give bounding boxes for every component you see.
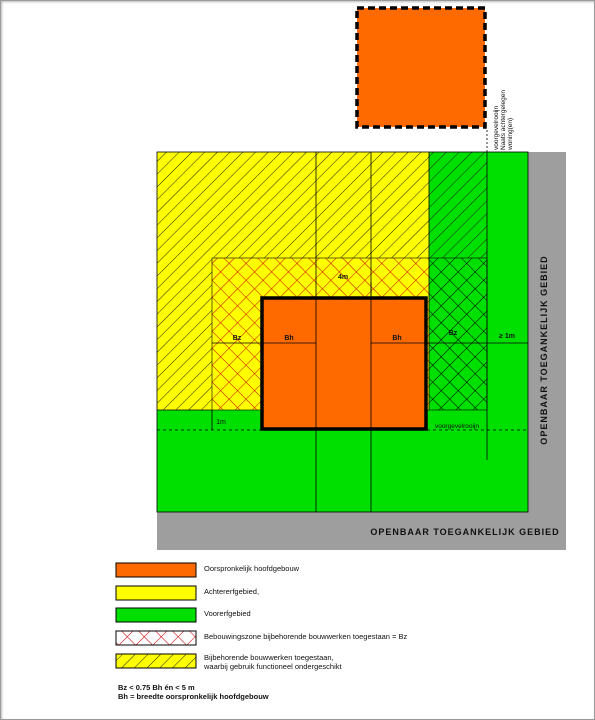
legend-label: Bebouwingszone bijbehorende bouwwerken toegestaan = Bz: [204, 632, 408, 641]
rear-building-line-label: [493, 90, 514, 151]
bh-right-label: Bh: [392, 335, 402, 342]
main-building: [262, 298, 426, 429]
rotated-label-3: woning(en): [507, 117, 514, 150]
rotated-label-2: Naats achtergelegen: [500, 90, 507, 150]
public-area-bottom-label: OPENBAAR TOEGANKELIJK GEBIED: [370, 527, 560, 537]
formula-line-1: Bz < 0.75 Bh én < 5 m: [118, 683, 195, 692]
legend-swatch-diagonal: [116, 654, 196, 668]
front-facade-label: voorgevelrooijn: [434, 423, 480, 430]
legend-label-line1: Bijbehorende bouwwerken toegestaan,: [204, 653, 334, 662]
legend-swatch-green: [116, 608, 196, 622]
legend-swatch-crosshatch: [116, 631, 196, 645]
bz-left-label: Bz: [232, 335, 242, 342]
formula-line-2: Bh = breedte oorspronkelijk hoofdgebouw: [118, 692, 269, 701]
rear-neighbour-building: [357, 8, 485, 127]
ge-1m-label: ≥ 1m: [499, 333, 515, 340]
legend-swatch-orange: [116, 563, 196, 577]
bz-right-label: Bz: [448, 330, 458, 337]
rotated-label-1: voorgevelrooijn: [493, 105, 500, 150]
legend-label: Achtererfgebied,: [204, 587, 260, 596]
legend-label-line2: waarbij gebruik functioneel ondergeschikt: [204, 662, 342, 671]
bh-left-label: Bh: [284, 335, 294, 342]
legend-label: Voorerfgebied: [204, 609, 251, 618]
four-m-label: 4m: [337, 274, 349, 281]
building-zone-right: [429, 258, 487, 410]
one-m-label: 1m: [216, 419, 226, 426]
legend-label: Oorspronkelijk hoofdgebouw: [204, 564, 300, 573]
legend-swatch-yellow: [116, 586, 196, 600]
public-area-right-label: OPENBAAR TOEGANKELIJK GEBIED: [539, 255, 549, 445]
